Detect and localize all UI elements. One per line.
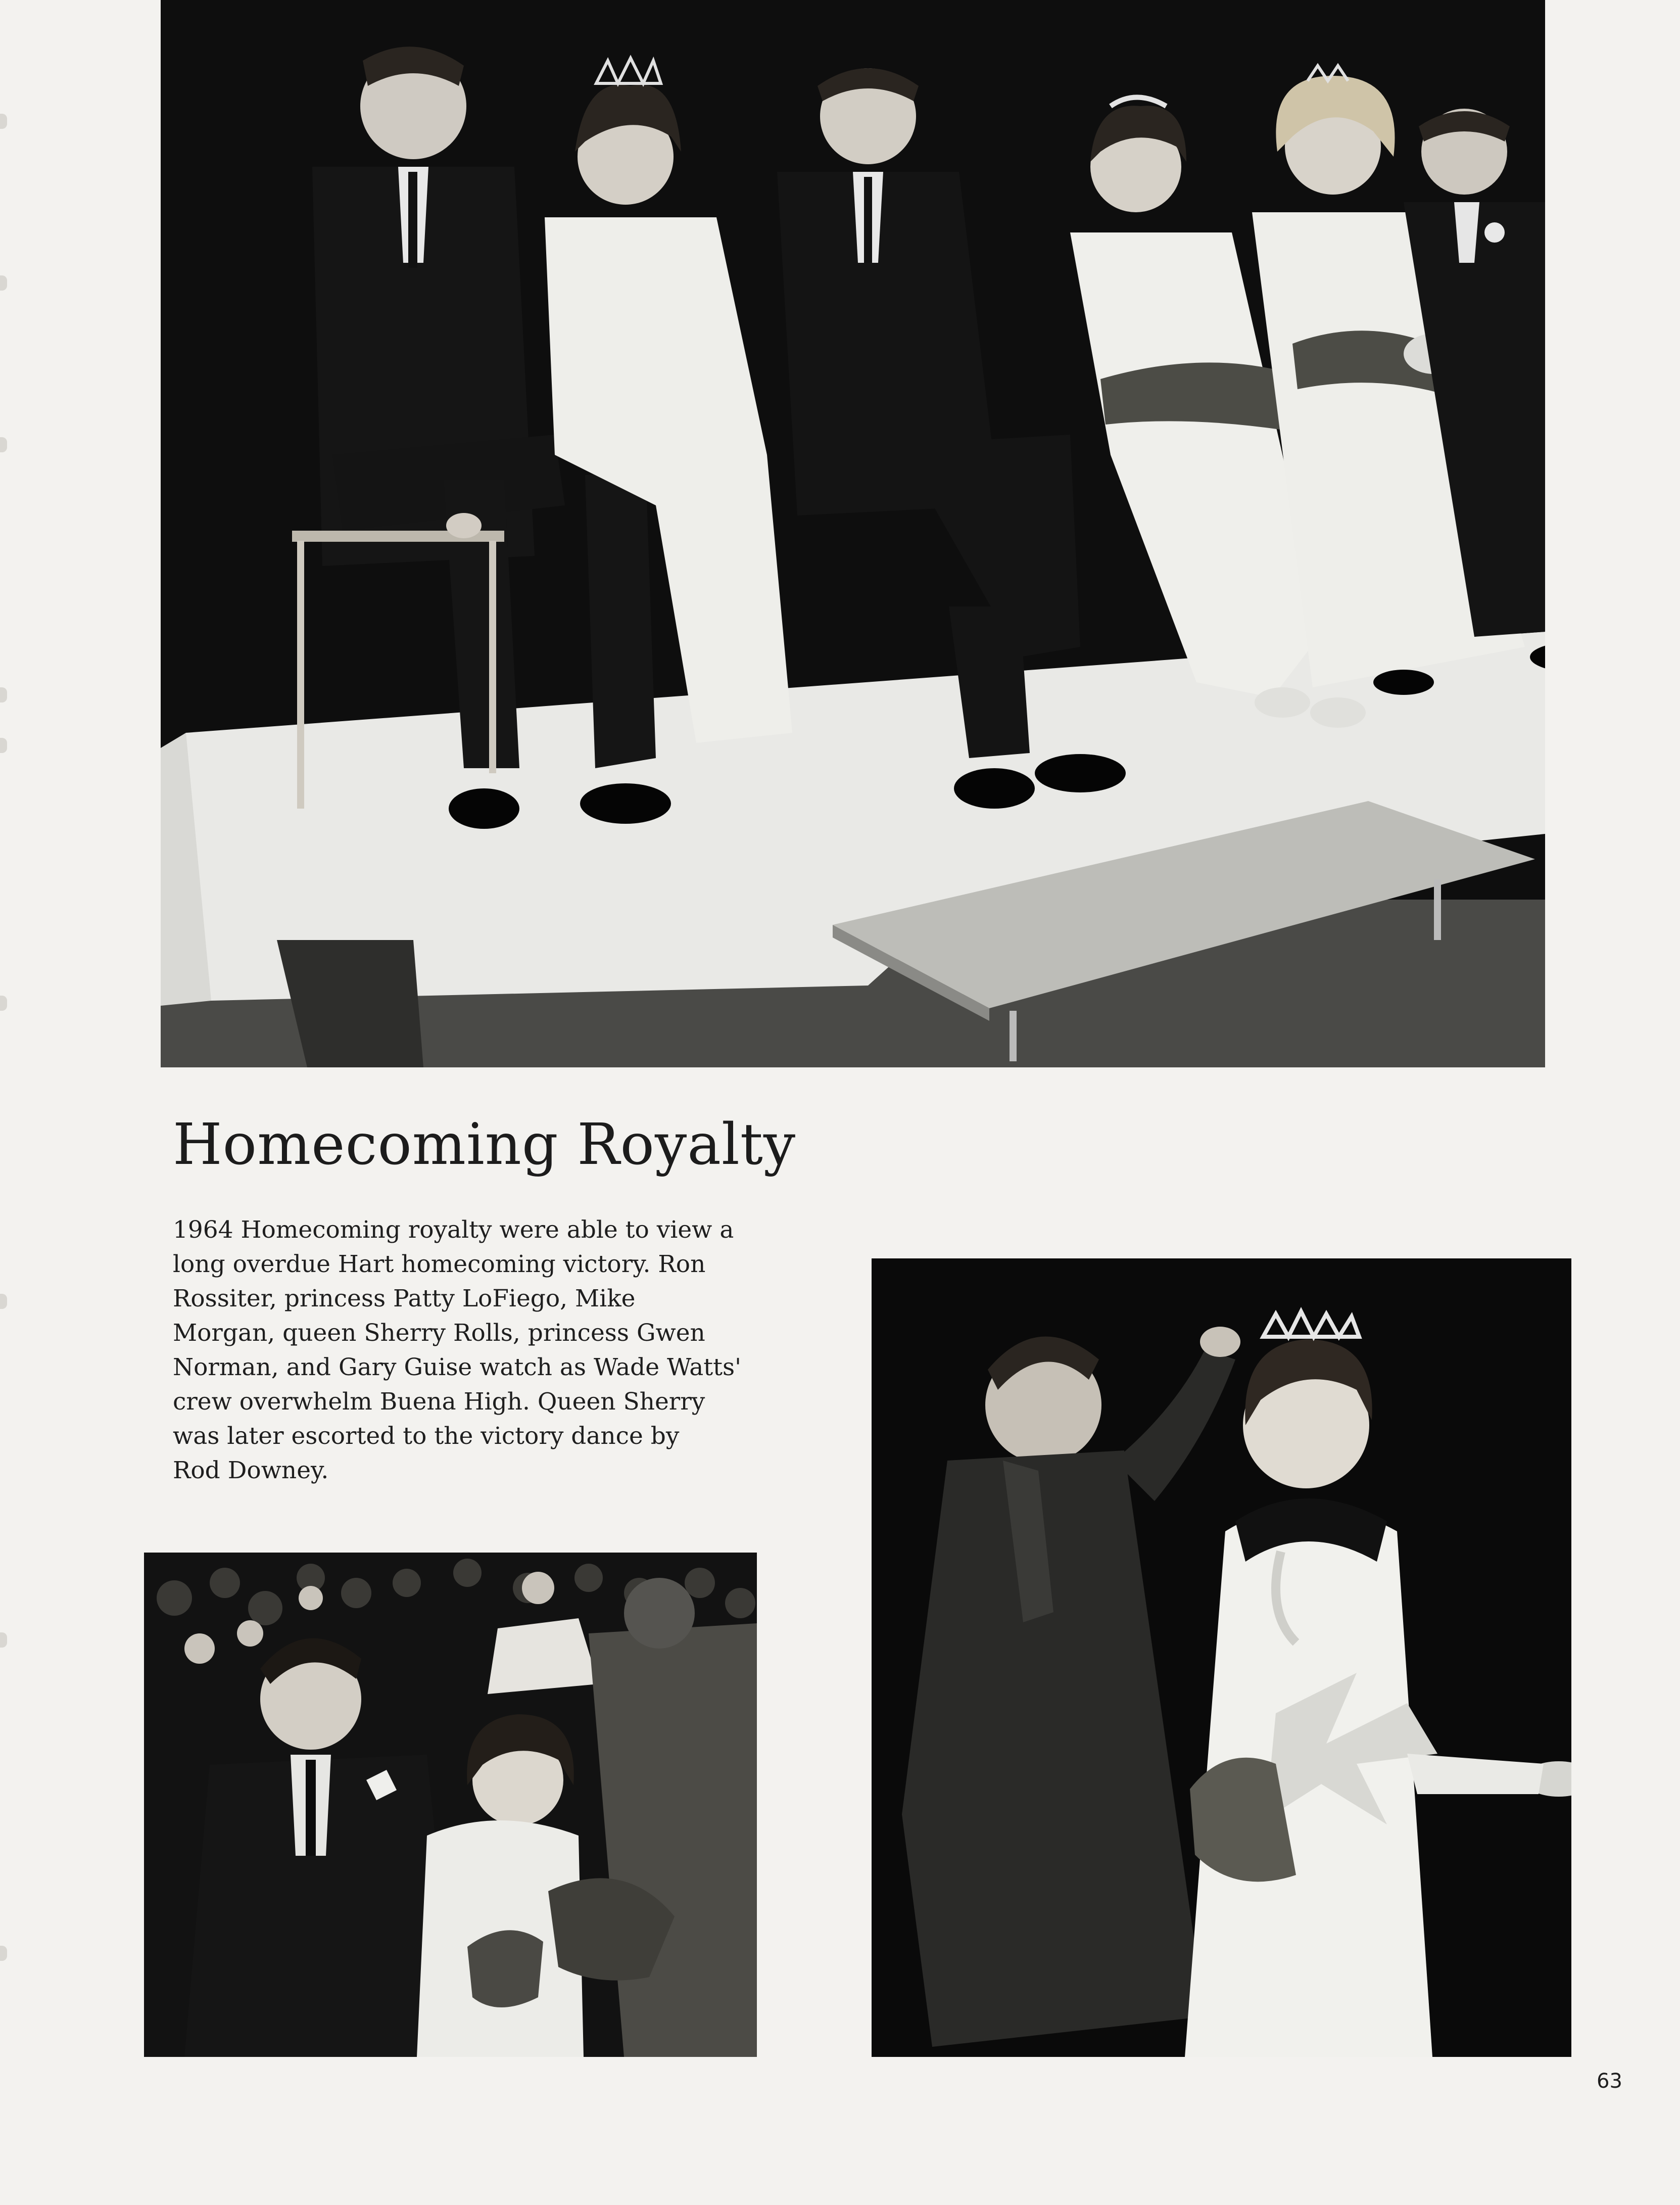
photo-escort-crowd [144, 1553, 757, 2057]
binding-holes [0, 0, 20, 2205]
queen-crowning-illustration [872, 1258, 1571, 2057]
photo-royalty-seated [161, 0, 1545, 1067]
photo-caption [173, 1213, 830, 1488]
caption-line: 1964 Homecoming royalty were able to view a [173, 1216, 734, 1244]
royalty-seated-illustration [161, 0, 1545, 1067]
page-number: 63 [1597, 2070, 1622, 2093]
caption-line: long overdue Hart homecoming victory. Ron [173, 1250, 706, 1278]
caption-line: Morgan, queen Sherry Rolls, princess Gwen [173, 1319, 705, 1347]
page-title: Homecoming Royalty [173, 1112, 796, 1178]
caption-line: Rod Downey. [173, 1457, 329, 1484]
photo-queen-crowning [872, 1258, 1571, 2057]
caption-line: crew overwhelm Buena High. Queen Sherry [173, 1388, 705, 1416]
caption-line: Rossiter, princess Patty LoFiego, Mike [173, 1285, 636, 1312]
caption-line: was later escorted to the victory dance by [173, 1422, 680, 1450]
caption-line: Norman, and Gary Guise watch as Wade Watts' [173, 1353, 742, 1381]
escort-crowd-illustration [144, 1553, 757, 2057]
